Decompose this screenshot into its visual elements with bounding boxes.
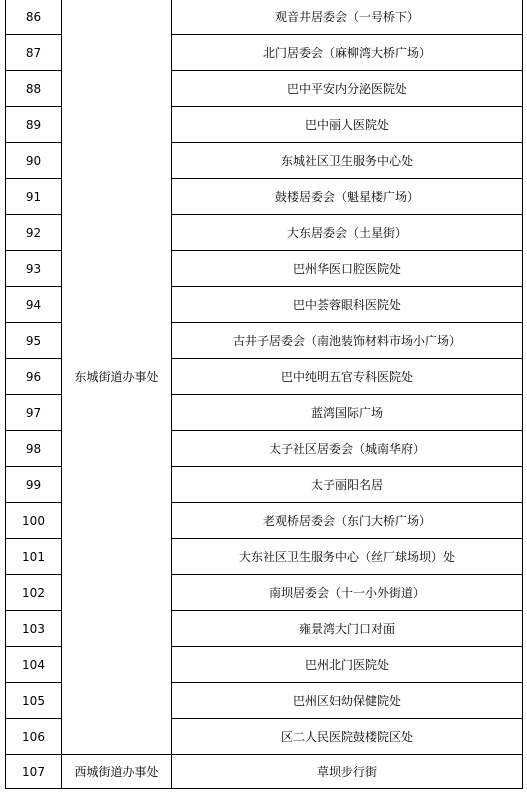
office-cell-xicheng: 西城街道办事处 <box>62 755 172 789</box>
table-row <box>6 0 523 35</box>
row-number: 94 <box>6 287 62 323</box>
location-cell: 巴州北门医院处 <box>172 647 523 683</box>
location-cell: 巴中纯明五官专科医院处 <box>172 359 523 395</box>
row-number: 93 <box>6 251 62 287</box>
location-cell: 巴州区妇幼保健院处 <box>172 683 523 719</box>
location-cell: 老观桥居委会（东门大桥广场） <box>172 503 523 539</box>
location-cell: 区二人民医院鼓楼院区处 <box>172 719 523 755</box>
location-cell: 北门居委会（麻柳湾大桥广场） <box>172 35 523 71</box>
location-cell: 草坝步行街 <box>172 755 523 789</box>
row-number: 91 <box>6 179 62 215</box>
row-number: 103 <box>6 611 62 647</box>
row-number: 107 <box>6 755 62 789</box>
location-cell: 巴中荟蓉眼科医院处 <box>172 287 523 323</box>
location-cell: 蓝湾国际广场 <box>172 395 523 431</box>
row-number: 95 <box>6 323 62 359</box>
table-row <box>6 755 523 789</box>
row-number: 90 <box>6 143 62 179</box>
row-number: 102 <box>6 575 62 611</box>
location-cell: 鼓楼居委会（魁星楼广场） <box>172 179 523 215</box>
office-cell-dongcheng: 东城街道办事处 <box>62 0 172 755</box>
row-number: 106 <box>6 719 62 755</box>
row-number: 104 <box>6 647 62 683</box>
location-cell: 巴州华医口腔医院处 <box>172 251 523 287</box>
location-cell: 巴中平安内分泌医院处 <box>172 71 523 107</box>
row-number: 98 <box>6 431 62 467</box>
row-number: 101 <box>6 539 62 575</box>
location-cell: 太子社区居委会（城南华府） <box>172 431 523 467</box>
row-number: 100 <box>6 503 62 539</box>
location-cell: 大东社区卫生服务中心（丝厂球场坝）处 <box>172 539 523 575</box>
row-number: 86 <box>6 0 62 35</box>
location-cell: 太子丽阳名居 <box>172 467 523 503</box>
row-number: 87 <box>6 35 62 71</box>
row-number: 92 <box>6 215 62 251</box>
location-cell: 大东居委会（土星街） <box>172 215 523 251</box>
row-number: 99 <box>6 467 62 503</box>
row-number: 105 <box>6 683 62 719</box>
location-cell: 巴中丽人医院处 <box>172 107 523 143</box>
row-number: 97 <box>6 395 62 431</box>
row-number: 88 <box>6 71 62 107</box>
location-cell: 南坝居委会（十一小外街道） <box>172 575 523 611</box>
row-number: 89 <box>6 107 62 143</box>
location-cell: 雍景湾大门口对面 <box>172 611 523 647</box>
location-cell: 东城社区卫生服务中心处 <box>172 143 523 179</box>
row-number: 96 <box>6 359 62 395</box>
location-cell: 古井子居委会（南池装饰材料市场小广场） <box>172 323 523 359</box>
location-cell: 观音井居委会（一号桥下） <box>172 0 523 35</box>
site-table <box>5 0 523 789</box>
